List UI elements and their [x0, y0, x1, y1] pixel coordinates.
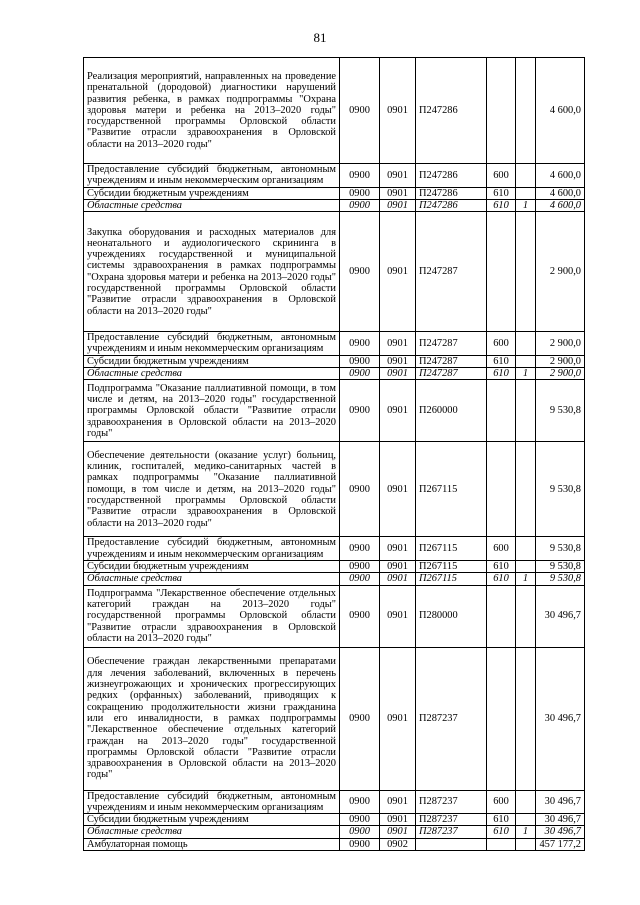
- cell-target-article: П247287: [416, 355, 487, 367]
- cell-subsection: 0901: [380, 164, 416, 188]
- cell-target-article: П260000: [416, 380, 487, 442]
- cell-subsection: 0901: [380, 826, 416, 838]
- cell-section: 0900: [340, 838, 380, 850]
- cell-section: 0900: [340, 537, 380, 561]
- cell-subsection: 0901: [380, 647, 416, 790]
- cell-section: 0900: [340, 212, 380, 332]
- cell-funding-source: 1: [516, 199, 536, 211]
- cell-subsection: 0902: [380, 838, 416, 850]
- table-row: [84, 58, 585, 164]
- cell-amount: 30 496,7: [536, 790, 585, 814]
- cell-target-article: П247286: [416, 187, 487, 199]
- cell-target-article: П267115: [416, 573, 487, 585]
- cell-funding-source: [516, 58, 536, 164]
- cell-expense-type: 600: [487, 537, 516, 561]
- cell-target-article: П287237: [416, 790, 487, 814]
- table-row: [84, 537, 585, 561]
- cell-subsection: 0901: [380, 355, 416, 367]
- cell-funding-source: [516, 585, 536, 647]
- cell-target-article: П247286: [416, 199, 487, 211]
- cell-amount: 9 530,8: [536, 560, 585, 572]
- cell-target-article: П287237: [416, 814, 487, 826]
- cell-description: Субсидии бюджетным учреждениям: [84, 814, 340, 826]
- cell-expense-type: [487, 380, 516, 442]
- cell-target-article: П280000: [416, 585, 487, 647]
- table-row: [84, 826, 585, 838]
- table-row: [84, 790, 585, 814]
- cell-target-article: [416, 838, 487, 850]
- cell-amount: 4 600,0: [536, 164, 585, 188]
- cell-subsection: 0901: [380, 560, 416, 572]
- cell-funding-source: [516, 332, 536, 356]
- cell-description: Предоставление субсидий бюджетным, автономным учреждениям и иным некоммерческим организациям: [84, 790, 340, 814]
- table-row: [84, 199, 585, 211]
- cell-expense-type: 600: [487, 790, 516, 814]
- cell-amount: 457 177,2: [536, 838, 585, 850]
- table-row: [84, 442, 585, 537]
- cell-description: Областные средства: [84, 368, 340, 380]
- cell-funding-source: [516, 164, 536, 188]
- cell-amount: 2 900,0: [536, 355, 585, 367]
- cell-expense-type: [487, 58, 516, 164]
- table-row: [84, 164, 585, 188]
- cell-target-article: П247287: [416, 212, 487, 332]
- table-row: [84, 332, 585, 356]
- cell-funding-source: [516, 647, 536, 790]
- cell-section: 0900: [340, 164, 380, 188]
- cell-expense-type: [487, 585, 516, 647]
- cell-funding-source: 1: [516, 368, 536, 380]
- cell-amount: 9 530,8: [536, 442, 585, 537]
- cell-subsection: 0901: [380, 442, 416, 537]
- cell-target-article: П267115: [416, 442, 487, 537]
- cell-target-article: П247287: [416, 368, 487, 380]
- cell-section: 0900: [340, 380, 380, 442]
- cell-description: Областные средства: [84, 826, 340, 838]
- cell-target-article: П287237: [416, 647, 487, 790]
- cell-expense-type: 610: [487, 355, 516, 367]
- cell-section: 0900: [340, 826, 380, 838]
- cell-amount: 2 900,0: [536, 368, 585, 380]
- cell-subsection: 0901: [380, 368, 416, 380]
- cell-description: Подпрограмма "Оказание паллиативной помощи, в том числе и детям, на 2013–2020 годы" государственной программы Орловской области "Развитие отрасли здравоохранения в Орловской области на 2013–2020 годы": [84, 380, 340, 442]
- cell-section: 0900: [340, 368, 380, 380]
- table-row: [84, 585, 585, 647]
- cell-funding-source: 1: [516, 826, 536, 838]
- cell-section: 0900: [340, 585, 380, 647]
- cell-target-article: П247286: [416, 164, 487, 188]
- cell-funding-source: [516, 814, 536, 826]
- cell-description: Предоставление субсидий бюджетным, автономным учреждениям и иным некоммерческим организациям: [84, 164, 340, 188]
- cell-funding-source: [516, 442, 536, 537]
- budget-table-body: [84, 58, 585, 851]
- cell-amount: 30 496,7: [536, 585, 585, 647]
- cell-subsection: 0901: [380, 573, 416, 585]
- cell-subsection: 0901: [380, 58, 416, 164]
- cell-section: 0900: [340, 573, 380, 585]
- cell-subsection: 0901: [380, 332, 416, 356]
- page-number: 81: [313, 30, 327, 45]
- cell-funding-source: [516, 355, 536, 367]
- cell-description: Предоставление субсидий бюджетным, автономным учреждениям и иным некоммерческим организациям: [84, 537, 340, 561]
- cell-amount: 4 600,0: [536, 58, 585, 164]
- cell-target-article: П287237: [416, 826, 487, 838]
- cell-expense-type: 610: [487, 814, 516, 826]
- cell-section: 0900: [340, 199, 380, 211]
- cell-amount: 2 900,0: [536, 332, 585, 356]
- table-row: [84, 355, 585, 367]
- cell-section: 0900: [340, 355, 380, 367]
- cell-subsection: 0901: [380, 790, 416, 814]
- cell-amount: 30 496,7: [536, 814, 585, 826]
- budget-table: [83, 57, 585, 851]
- cell-description: Областные средства: [84, 573, 340, 585]
- table-row: [84, 187, 585, 199]
- cell-description: Обеспечение деятельности (оказание услуг) больниц, клиник, госпиталей, медико-санитарных частей в рамках подпрограммы "Оказание паллиативной помощи, в том числе и детям, на 2013–2020 годы" государственной программы Орловской области "Развитие отрасли здравоохранения в Орловской области на 2013–2020 годы": [84, 442, 340, 537]
- cell-funding-source: [516, 187, 536, 199]
- cell-amount: 4 600,0: [536, 199, 585, 211]
- cell-description: Предоставление субсидий бюджетным, автономным учреждениям и иным некоммерческим организациям: [84, 332, 340, 356]
- cell-funding-source: [516, 790, 536, 814]
- cell-expense-type: 610: [487, 187, 516, 199]
- table-row: [84, 212, 585, 332]
- cell-expense-type: 610: [487, 573, 516, 585]
- cell-section: 0900: [340, 790, 380, 814]
- cell-expense-type: [487, 212, 516, 332]
- cell-expense-type: 610: [487, 560, 516, 572]
- cell-section: 0900: [340, 647, 380, 790]
- cell-amount: 30 496,7: [536, 647, 585, 790]
- cell-description: Субсидии бюджетным учреждениям: [84, 187, 340, 199]
- cell-funding-source: [516, 537, 536, 561]
- cell-description: Обеспечение граждан лекарственными препаратами для лечения заболеваний, включенных в перечень жизнеугрожающих и хронических прогрессирующих редких (орфанных) заболеваний, приводящих к сокращению продолжительности жизни гражданина или его инвалидности, в рамках подпрограммы "Лекарственное обеспечение отдельных категорий граждан на 2013–2020 годы" государственной программы Орловской области "Развитие отрасли здравоохранения в Орловской области на 2013–2020 годы": [84, 647, 340, 790]
- cell-section: 0900: [340, 332, 380, 356]
- cell-subsection: 0901: [380, 537, 416, 561]
- cell-amount: 9 530,8: [536, 573, 585, 585]
- cell-subsection: 0901: [380, 187, 416, 199]
- cell-amount: 30 496,7: [536, 826, 585, 838]
- table-row: [84, 647, 585, 790]
- cell-expense-type: 600: [487, 164, 516, 188]
- table-row: [84, 380, 585, 442]
- cell-target-article: П267115: [416, 560, 487, 572]
- cell-funding-source: [516, 212, 536, 332]
- cell-description: Областные средства: [84, 199, 340, 211]
- cell-expense-type: 610: [487, 199, 516, 211]
- table-row: [84, 838, 585, 850]
- cell-description: Закупка оборудования и расходных материалов для неонатального и аудиологического скрининга в учреждениях государственной и муниципальной системы здравоохранения в рамках подпрограммы "Охрана здоровья матери и ребенка на 2013–2020 годы" государственной программы Орловской области "Развитие отрасли здравоохранения в Орловской области на 2013–2020 годы": [84, 212, 340, 332]
- cell-subsection: 0901: [380, 212, 416, 332]
- cell-target-article: П267115: [416, 537, 487, 561]
- cell-description: Амбулаторная помощь: [84, 838, 340, 850]
- cell-description: Субсидии бюджетным учреждениям: [84, 355, 340, 367]
- cell-amount: 2 900,0: [536, 212, 585, 332]
- cell-section: 0900: [340, 187, 380, 199]
- cell-section: 0900: [340, 814, 380, 826]
- cell-funding-source: [516, 380, 536, 442]
- cell-subsection: 0901: [380, 380, 416, 442]
- cell-subsection: 0901: [380, 585, 416, 647]
- cell-expense-type: 610: [487, 368, 516, 380]
- cell-amount: 9 530,8: [536, 537, 585, 561]
- cell-funding-source: [516, 560, 536, 572]
- cell-target-article: П247286: [416, 58, 487, 164]
- cell-subsection: 0901: [380, 199, 416, 211]
- cell-expense-type: [487, 647, 516, 790]
- table-row: [84, 814, 585, 826]
- cell-expense-type: 610: [487, 826, 516, 838]
- cell-description: Подпрограмма "Лекарственное обеспечение отдельных категорий граждан на 2013–2020 годы" государственной программы Орловской области "Развитие отрасли здравоохранения в Орловской области на 2013–2020 годы": [84, 585, 340, 647]
- cell-description: Реализация мероприятий, направленных на проведение пренатальной (дородовой) диагностики нарушений развития ребенка, в рамках подпрограммы "Охрана здоровья матери и ребенка на 2013–2020 годы" государственной программы Орловской области "Развитие отрасли здравоохранения в Орловской области на 2013–2020 годы": [84, 58, 340, 164]
- table-row: [84, 560, 585, 572]
- cell-section: 0900: [340, 442, 380, 537]
- table-row: [84, 573, 585, 585]
- table-row: [84, 368, 585, 380]
- cell-subsection: 0901: [380, 814, 416, 826]
- cell-section: 0900: [340, 58, 380, 164]
- cell-description: Субсидии бюджетным учреждениям: [84, 560, 340, 572]
- cell-amount: 9 530,8: [536, 380, 585, 442]
- cell-expense-type: [487, 838, 516, 850]
- cell-funding-source: 1: [516, 573, 536, 585]
- cell-amount: 4 600,0: [536, 187, 585, 199]
- cell-expense-type: 600: [487, 332, 516, 356]
- cell-target-article: П247287: [416, 332, 487, 356]
- cell-funding-source: [516, 838, 536, 850]
- cell-expense-type: [487, 442, 516, 537]
- cell-section: 0900: [340, 560, 380, 572]
